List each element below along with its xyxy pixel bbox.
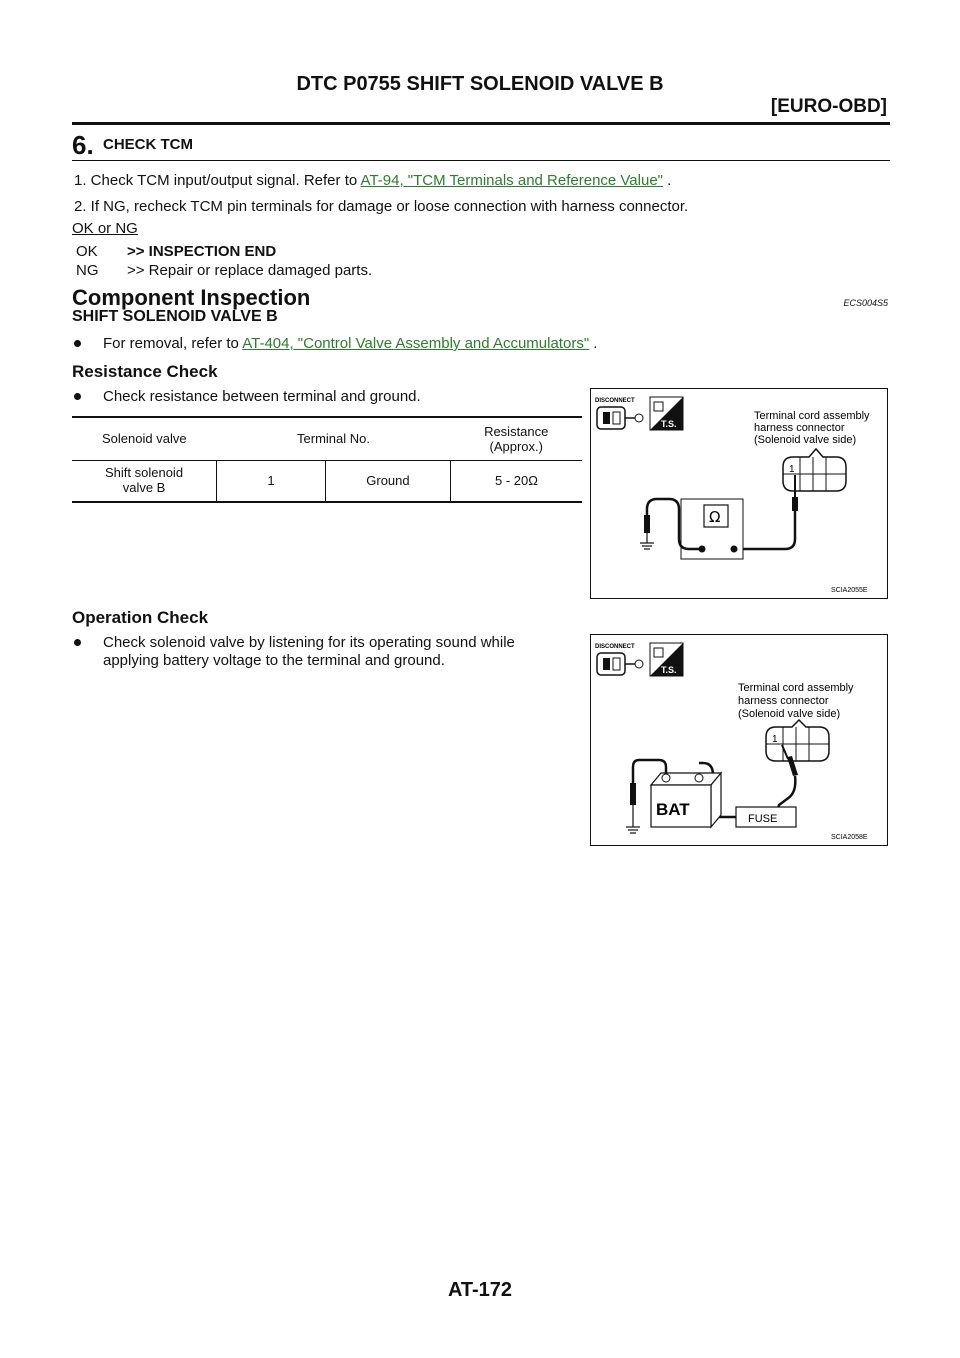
ts-icon — [650, 643, 683, 676]
cell-valve — [72, 460, 217, 502]
pin-number: 1 — [772, 734, 778, 745]
section-code: ECS004S5 — [843, 298, 888, 308]
cell-ground: Ground — [325, 460, 450, 502]
step-item-1-text: 1. Check TCM input/output signal. Refer to — [74, 172, 361, 189]
ng-label: NG — [76, 262, 99, 279]
cell-resistance-value: 5 - 20Ω — [450, 460, 582, 502]
ok-result: >> INSPECTION END — [127, 243, 277, 260]
harness-connector-icon — [766, 720, 829, 761]
col-solenoid-valve: Solenoid valve — [102, 431, 187, 447]
wire-positive — [741, 511, 795, 549]
battery-icon — [651, 773, 721, 827]
operation-check-heading: Operation Check — [72, 608, 209, 627]
step-item-2: 2. If NG, recheck TCM pin terminals for damage or loose connection with harness connector. — [74, 198, 689, 215]
fig1-label-line3: (Solenoid valve side) — [754, 434, 857, 446]
component-subheading: SHIFT SOLENOID VALVE B — [72, 308, 278, 325]
component-inspection-heading: Component Inspection — [72, 285, 311, 310]
figure1-drawing — [591, 389, 886, 597]
table-row — [72, 460, 582, 502]
bullet-icon — [74, 393, 81, 400]
removal-text: For removal, refer to — [103, 335, 243, 352]
harness-connector-icon — [783, 449, 846, 491]
step-title: CHECK TCM — [103, 136, 193, 153]
figure2-code: SCIA2058E — [831, 834, 868, 841]
col-resistance-line2: (Approx.) — [489, 439, 543, 454]
step-item-1-suffix: . — [663, 172, 672, 189]
fig2-label-line2: harness connector — [738, 695, 829, 707]
bullet-icon — [74, 639, 81, 646]
page-number: AT-172 — [447, 1279, 513, 1301]
ts-label: T.S. — [661, 665, 677, 675]
fuse-label: FUSE — [748, 813, 778, 825]
disconnect-label: DISCONNECT — [595, 644, 635, 650]
col-terminal-no: Terminal No. — [297, 431, 370, 447]
operation-instruction-line1: Check solenoid valve by listening for its operating sound while — [103, 634, 515, 651]
cell-terminal: 1 — [217, 460, 326, 502]
resistance-check-heading: Resistance Check — [72, 362, 218, 381]
ground-probe-icon — [640, 515, 654, 549]
figure1-code: SCIA2055E — [831, 587, 868, 594]
tcm-terminals-link[interactable]: AT-94, "TCM Terminals and Reference Value" — [360, 172, 663, 189]
fuse-icon — [736, 807, 796, 827]
fig2-label-line3: (Solenoid valve side) — [738, 708, 841, 720]
step-number: 6. — [72, 130, 94, 160]
resistance-check-figure — [590, 388, 888, 599]
operation-instruction-line2: applying battery voltage to the terminal and ground. — [103, 652, 445, 669]
table-header-row — [72, 417, 582, 460]
disconnect-icon — [597, 407, 643, 429]
figure2-drawing — [591, 635, 886, 844]
fig1-label-line2: harness connector — [754, 422, 845, 434]
operation-check-figure — [590, 634, 888, 846]
ok-label: OK — [76, 243, 98, 260]
ng-result: >> Repair or replace damaged parts. — [127, 262, 373, 279]
removal-suffix: . — [589, 335, 598, 352]
removal-reference — [103, 335, 597, 353]
ohm-symbol: Ω — [709, 508, 721, 526]
step-divider — [72, 160, 890, 161]
step-item-1 — [74, 172, 671, 190]
col-resistance — [450, 417, 582, 460]
cell-valve-line2: valve B — [122, 479, 166, 495]
ts-label: T.S. — [661, 419, 677, 429]
control-valve-link[interactable]: AT-404, "Control Valve Assembly and Accumulators" — [242, 335, 590, 352]
disconnect-label: DISCONNECT — [595, 398, 635, 404]
page-title: DTC P0755 SHIFT SOLENOID VALVE B — [296, 73, 664, 95]
cell-valve-line1: Shift solenoid — [105, 464, 184, 480]
col-resistance-line1: Resistance — [484, 424, 549, 439]
pin-number: 1 — [789, 464, 795, 475]
ground-probe-icon — [626, 783, 640, 833]
bat-label: BAT — [656, 800, 690, 819]
ok-or-ng-label: OK or NG — [72, 220, 138, 237]
bullet-icon — [74, 340, 81, 347]
resistance-table — [72, 416, 582, 503]
ts-icon — [650, 397, 683, 430]
resistance-instruction: Check resistance between terminal and ground. — [103, 388, 421, 405]
fig1-label-line1: Terminal cord assembly — [754, 410, 870, 422]
fig2-label-line1: Terminal cord assembly — [738, 682, 854, 694]
section-label: [EURO-OBD] — [770, 96, 887, 117]
disconnect-icon — [597, 653, 643, 675]
header-divider — [72, 122, 890, 125]
